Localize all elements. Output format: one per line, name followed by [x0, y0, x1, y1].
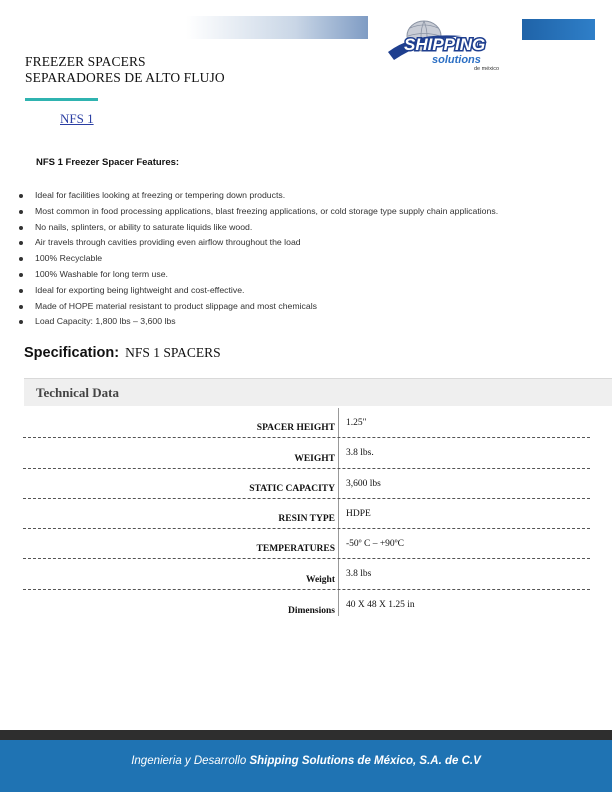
footer-prefix: Ingenieria y Desarrollo	[131, 755, 247, 767]
row-label: WEIGHT	[294, 453, 335, 464]
table-row	[23, 408, 590, 438]
row-label: Dimensions	[288, 606, 335, 617]
feature-item: Ideal for exporting being lightweight and cost-effective.	[19, 283, 498, 299]
title-english: FREEZER SPACERS	[25, 54, 146, 69]
technical-data-header	[24, 378, 612, 406]
feature-item: Most common in food processing applications, blast freezing applications, or cold storage type supply chain applications.	[19, 204, 498, 220]
feature-item: Load Capacity: 1,800 lbs – 3,600 lbs	[19, 314, 498, 330]
row-label: SPACER HEIGHT	[256, 423, 335, 434]
footer-text	[0, 755, 612, 767]
footer-dark-strip	[0, 730, 612, 740]
table-row	[23, 529, 590, 559]
specification-label: Specification:	[24, 345, 120, 361]
row-value: 40 X 48 X 1.25 in	[346, 599, 415, 610]
features-title: NFS 1 Freezer Spacer Features:	[36, 157, 180, 168]
table-row	[23, 559, 590, 589]
header-blue-bar	[522, 19, 595, 40]
title-spanish: SEPARADORES DE ALTO FLUJO	[25, 70, 225, 85]
header-gradient-bar	[186, 16, 368, 39]
feature-item: Made of HOPE material resistant to product slippage and most chemicals	[19, 299, 498, 315]
table-row	[23, 469, 590, 499]
model-link[interactable]: NFS 1	[60, 111, 94, 126]
features-list	[19, 188, 498, 330]
row-label: RESIN TYPE	[278, 514, 335, 525]
row-value: 1.25"	[346, 418, 367, 428]
row-value: HDPE	[346, 508, 371, 519]
page-title	[25, 54, 225, 86]
feature-item: 100% Recyclable	[19, 251, 498, 267]
globe-logo-icon	[384, 14, 514, 76]
row-label: Weight	[305, 574, 335, 585]
feature-item: Ideal for facilities looking at freezing or tempering down products.	[19, 188, 498, 204]
svg-text:SHIPPING: SHIPPING	[404, 35, 486, 54]
specification-value: NFS 1 SPACERS	[125, 345, 221, 360]
row-label: TEMPERATURES	[256, 544, 335, 555]
row-label: STATIC CAPACITY	[249, 483, 335, 494]
svg-text:de méxico: de méxico	[474, 66, 500, 72]
feature-item: Air travels through cavities providing even airflow throughout the load	[19, 235, 498, 251]
row-value: -50º C – +90ºC	[346, 539, 404, 550]
footer-bar	[0, 740, 612, 792]
row-value: 3.8 lbs	[346, 569, 372, 580]
shipping-solutions-logo	[384, 14, 514, 76]
svg-text:solutions: solutions	[432, 54, 481, 66]
feature-item: No nails, splinters, or ability to saturate liquids like wood.	[19, 220, 498, 236]
title-underline	[25, 98, 98, 101]
table-row	[23, 590, 590, 620]
row-value: 3,600 lbs	[346, 478, 381, 489]
table-row	[23, 438, 590, 468]
row-value: 3.8 lbs.	[346, 448, 374, 459]
technical-data-table	[23, 408, 590, 620]
technical-data-title: Technical Data	[36, 385, 119, 400]
specification-heading	[24, 345, 221, 361]
table-row	[23, 499, 590, 529]
footer-company: Shipping Solutions de México, S.A. de C.V	[249, 755, 481, 767]
feature-item: 100% Washable for long term use.	[19, 267, 498, 283]
